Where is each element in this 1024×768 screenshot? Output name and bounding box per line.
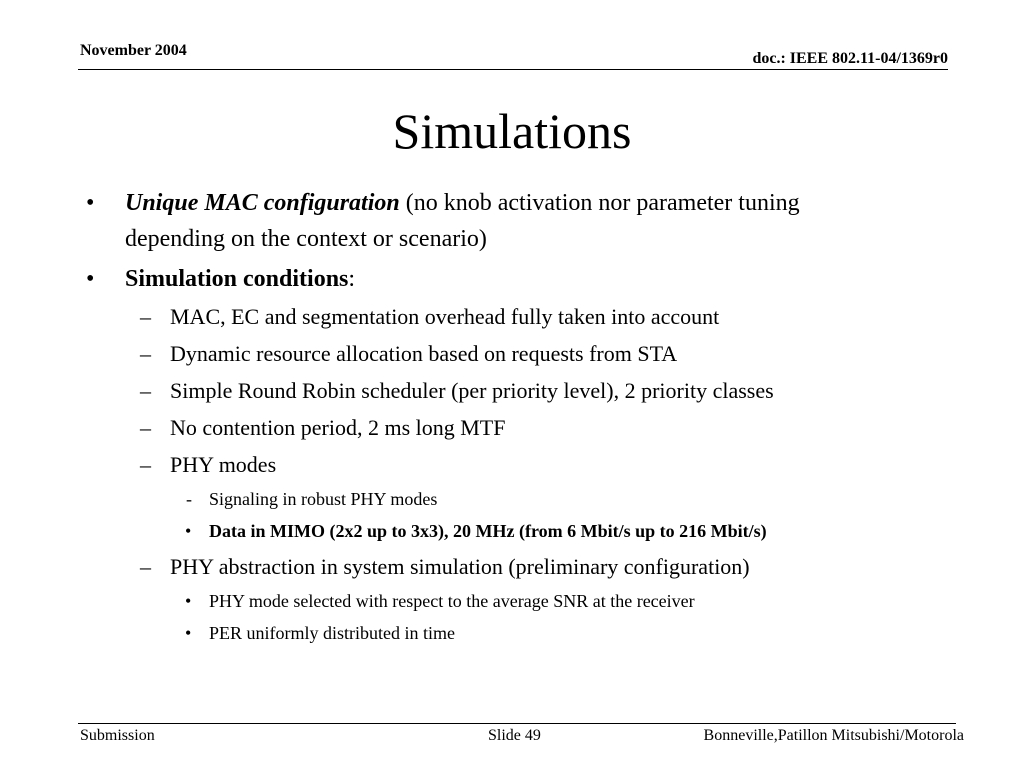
sub-bullet-scheduler: Simple Round Robin scheduler (per priority level), 2 priority classes xyxy=(170,378,774,403)
slide-title: Simulations xyxy=(392,103,632,159)
sub-bullet-resource-allocation: Dynamic resource allocation based on requests from STA xyxy=(170,341,678,366)
sub-sub-bullet-marker: • xyxy=(185,591,192,611)
bullet-marker: • xyxy=(86,190,95,216)
footer-slide-number: Slide 49 xyxy=(488,727,541,744)
header-divider xyxy=(78,69,948,70)
bullet-unique-mac-text: (no knob activation nor parameter tuning xyxy=(399,190,800,216)
sub-bullet-phy-modes: PHY modes xyxy=(170,452,277,477)
bullet-simulation-conditions-emphasis: Simulation conditions xyxy=(125,266,349,292)
bullet-unique-mac-line1 xyxy=(125,185,800,221)
bullet-unique-mac-line2: depending on the context or scenario) xyxy=(125,226,487,252)
sub-bullet-marker: – xyxy=(140,554,151,579)
bullet-simulation-conditions-colon: : xyxy=(348,266,356,292)
footer-divider xyxy=(78,723,956,724)
sub-bullet-marker: – xyxy=(140,452,151,477)
footer-authors: Bonneville,Patillon Mitsubishi/Motorola xyxy=(703,727,964,744)
bullet-unique-mac-emphasis: Unique MAC configuration xyxy=(125,190,400,216)
sub-bullet-marker: – xyxy=(140,304,151,329)
sub-sub-bullet-per-distribution: PER uniformly distributed in time xyxy=(209,623,455,643)
footer-submission: Submission xyxy=(80,727,155,744)
sub-bullet-marker: – xyxy=(140,415,151,440)
sub-bullet-overhead: MAC, EC and segmentation overhead fully taken into account xyxy=(170,304,720,329)
sub-bullet-contention: No contention period, 2 ms long MTF xyxy=(170,415,506,440)
sub-bullet-marker: – xyxy=(140,378,151,403)
sub-bullet-phy-abstraction: PHY abstraction in system simulation (preliminary configuration) xyxy=(170,554,750,579)
sub-sub-bullet-mimo-data: Data in MIMO (2x2 up to 3x3), 20 MHz (from 6 Mbit/s up to 216 Mbit/s) xyxy=(209,521,767,541)
sub-sub-bullet-marker: - xyxy=(186,489,192,509)
bullet-marker: • xyxy=(86,266,95,292)
sub-sub-bullet-marker: • xyxy=(185,623,192,643)
sub-sub-bullet-phy-mode-selection: PHY mode selected with respect to the average SNR at the receiver xyxy=(209,591,695,611)
sub-sub-bullet-signaling: Signaling in robust PHY modes xyxy=(209,489,438,509)
sub-bullet-marker: – xyxy=(140,341,151,366)
sub-sub-bullet-marker: • xyxy=(185,521,192,541)
bullet-simulation-conditions xyxy=(125,261,355,297)
header-doc-id: doc.: IEEE 802.11-04/1369r0 xyxy=(752,50,948,67)
header-date: November 2004 xyxy=(80,42,187,59)
